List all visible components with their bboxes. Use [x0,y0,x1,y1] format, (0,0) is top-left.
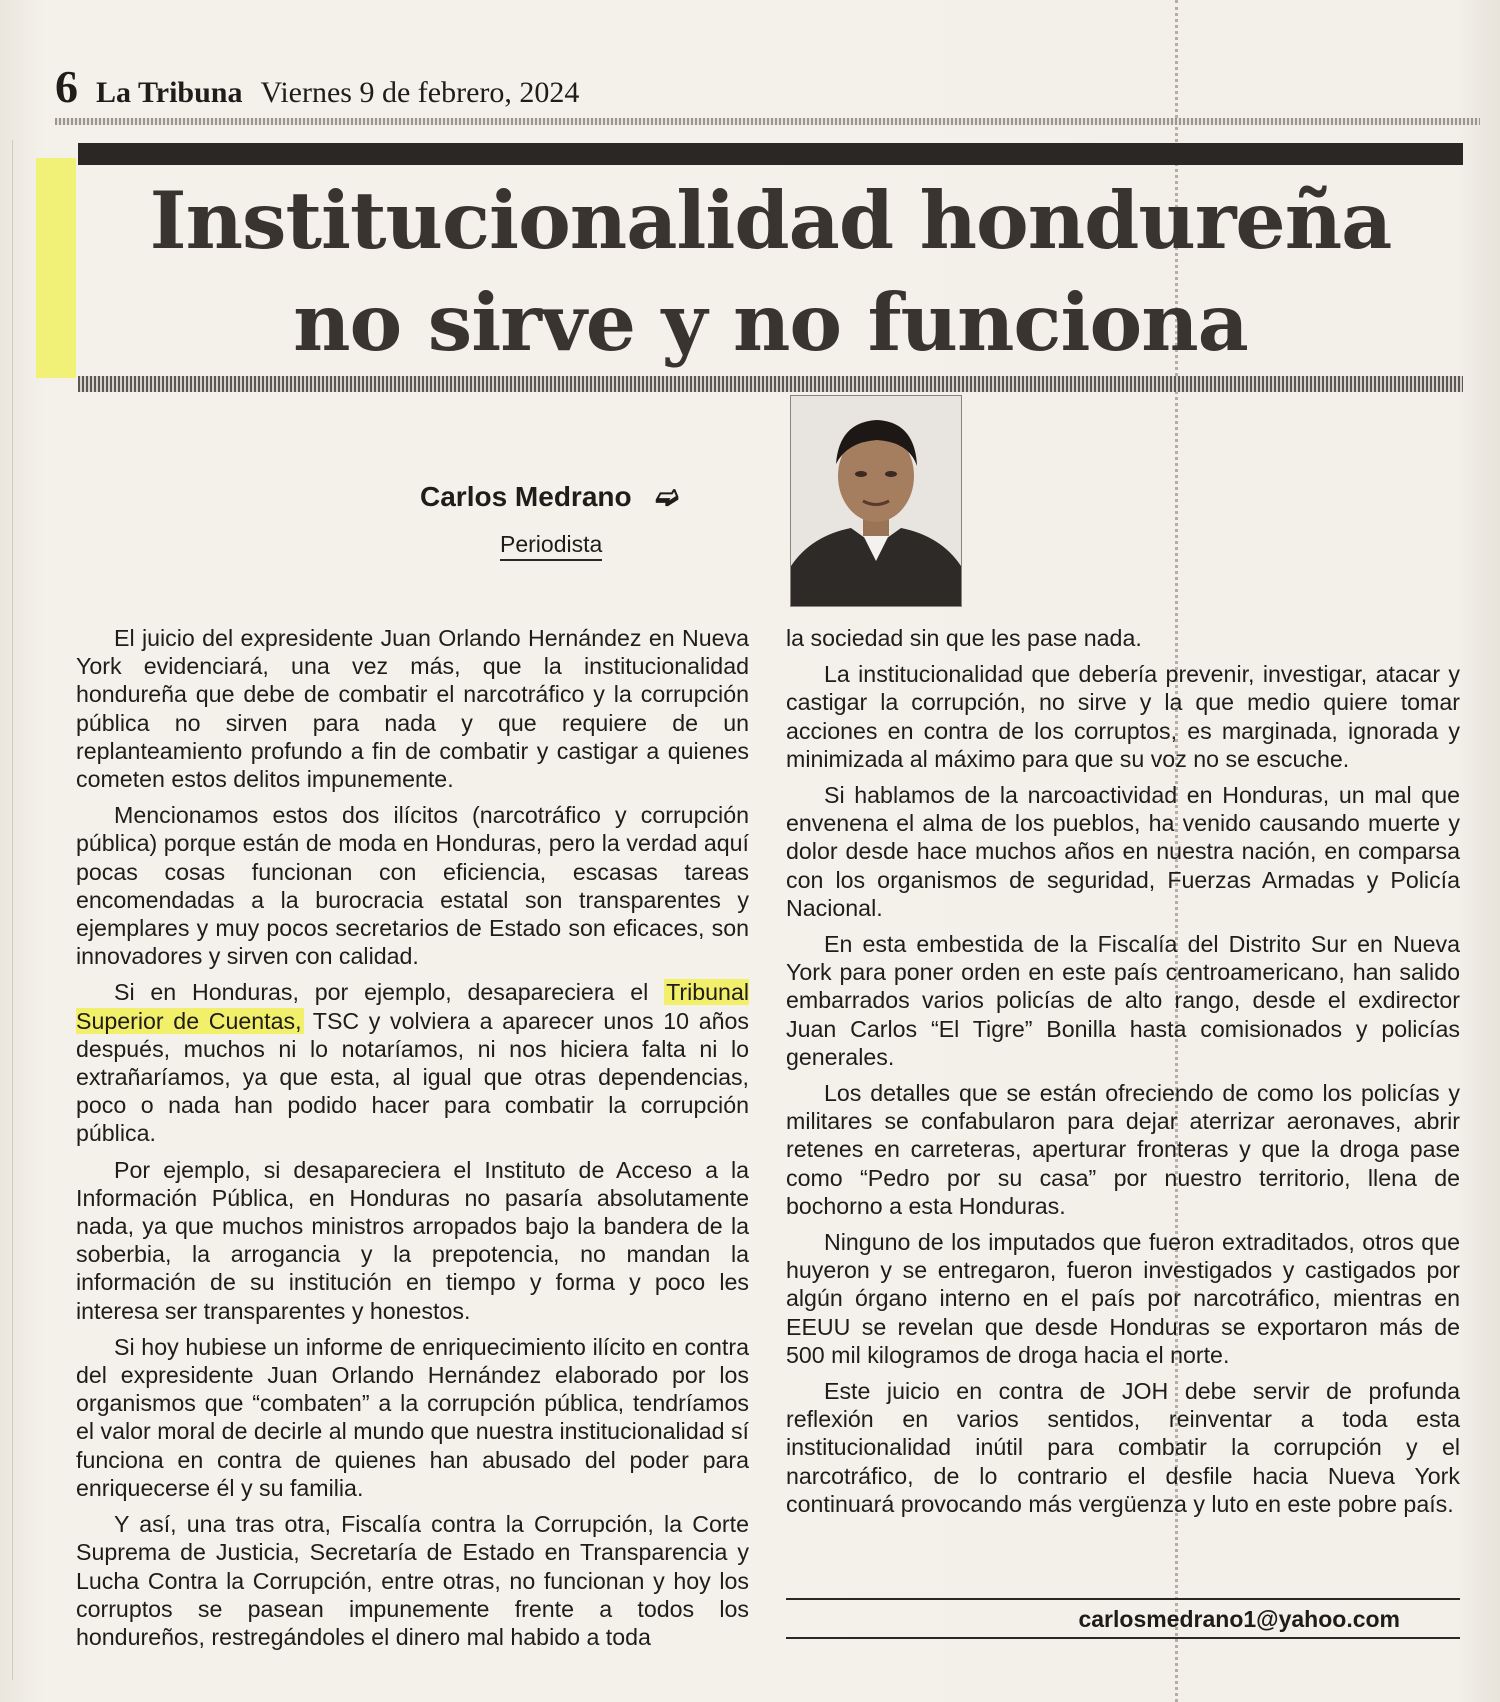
article-paragraph: Este juicio en contra de JOH debe servir de profunda reflexión en varios sentidos, reinventar a toda esta institucionalidad inútil para combatir la corrupción y el narcotráfico, de lo contrario el desfile hacia Nueva York continuará provocando más vergüenza y luto en este pobre país. [786,1378,1460,1517]
article-paragraph [76,978,749,1147]
article-paragraph: En esta embestida de la Fiscalía del Distrito Sur en Nueva York para poner orden en este país centroamericano, han salido embarrados varios policías de alto rango, desde el exdirector Juan Carlos “El Tigre” Bonilla hasta comisionados y policías generales. [786,931,1460,1070]
article-paragraph: Mencionamos estos dos ilícitos (narcotráfico y corrupción pública) porque están de moda en Honduras, pero la verdad aquí pocas cosas funcionan con eficiencia, escasas tareas encomendadas a la burocracia estatal son transparentes y ejemplares y muy pocos secretarios de Estado son eficaces, son innovadores y sirven con calidad. [76,802,749,970]
page-number: 6 [55,61,78,112]
header-rule [55,118,1480,125]
author-name-row [420,480,750,513]
article-paragraph: Si hablamos de la narcoactividad en Honduras, un mal que envenena el alma de los pueblos, ha venido causando muerte y dolor desde hace muchos años en nuestra nación, en comparsa con los organismos de seguridad, Fuerzas Armadas y Policía Nacional. [786,782,1460,921]
headline-line-1: Institucionalidad hondureña [149,174,1392,267]
article-column-right [786,624,1460,1526]
article-paragraph: Por ejemplo, si desapareciera el Instituto de Acceso a la Información Pública, en Honduras no pasaría absolutamente nada, ya que muchos ministros arropados bajo la bandera de la soberbia, la arrogancia y la prepotencia, no mandan la información de su institución en tiempo y forma y poco les interesa ser transparentes y honestos. [76,1156,749,1324]
footer-rule-top [786,1598,1460,1600]
article-paragraph: Y así, una tras otra, Fiscalía contra la Corrupción, la Corte Suprema de Justicia, Secretaría de Estado en Transparencia y Lucha Contra la Corrupción, entre otras, no funcionan y hoy los corruptos se pasean impunemente frente a todos los hondureños, restregándoles el dinero mal habido a toda [76,1511,749,1650]
arrow-right-icon: ➫ [655,481,680,512]
newspaper-name: La Tribuna [96,76,243,109]
page-margin-line [12,140,13,1680]
byline [420,480,750,561]
article-column-left [76,624,749,1659]
paragraph-text: Si en Honduras, por ejemplo, desapareciera el [114,979,665,1006]
author-portrait [790,395,962,607]
portrait-svg [791,396,961,606]
article-paragraph: la sociedad sin que les pase nada. [786,625,1142,651]
headline [78,170,1463,374]
paragraph-text: TSC y volviera a aparecer unos 10 años después, muchos ni lo notaríamos, ni nos hiciera falta ni lo extrañaríamos, ya que esta, al igual que otras dependencias, poco o nada han podido hacer para combatir la corrupción pública. [76,1007,749,1147]
article-paragraph: Los detalles que se están ofreciendo de como los policías y militares se confabularon para dejar aterrizar aeronaves, abrir retenes en carreteras, aperturar fronteras y que la droga pase como “Pedro por su casa” por nuestro territorio, llena de bochorno a esta Honduras. [786,1080,1460,1219]
issue-date: Viernes 9 de febrero, 2024 [260,76,580,109]
article-paragraph: La institucionalidad que debería prevenir, investigar, atacar y castigar la corrupción, no sirve y la que medio quiere tomar acciones en contra de los corruptos, es marginada, ignorada y minimizada al máximo para que su voz no se escuche. [786,661,1460,772]
author-role: Periodista [500,531,602,561]
page-header [55,60,579,110]
highlighter-mark [36,158,76,378]
author-email: carlosmedrano1@yahoo.com [1078,1606,1400,1632]
article-paragraph: El juicio del expresidente Juan Orlando Hernández en Nueva York evidenciará, una vez más, que la institucionalidad hondureña que debe de combatir el narcotráfico y la corrupción pública no sirven para nada y que requiere de un replanteamiento profundo a fin de combatir y castigar a quienes cometen estos delitos impunemente. [76,625,749,793]
footer-rule-bottom [786,1637,1460,1639]
headline-line-2: no sirve y no funciona [293,276,1248,369]
headline-top-bar [78,143,1463,165]
highlighted-text: Tribunal Superior de Cuentas, [76,979,749,1034]
headline-bottom-bar [78,376,1463,392]
author-name: Carlos Medrano [420,480,632,512]
article-paragraph: Si hoy hubiese un informe de enriquecimiento ilícito en contra del expresidente Juan Orlando Hernández elaborado por los organismos que “combaten” a la corrupción pública, tendríamos el valor moral de decirle al mundo que nuestra institucionalidad sí funciona en contra de quienes han abusado del poder para enriquecerse él y su familia. [76,1333,749,1501]
article-paragraph: Ninguno de los imputados que fueron extraditados, otros que huyeron y se entregaron, fueron investigados y castigados por algún órgano interno en el país por narcotráfico, mientras en EEUU se revelan que desde Honduras se exportaron más de 500 mil kilogramos de droga hacia el norte. [786,1229,1460,1368]
